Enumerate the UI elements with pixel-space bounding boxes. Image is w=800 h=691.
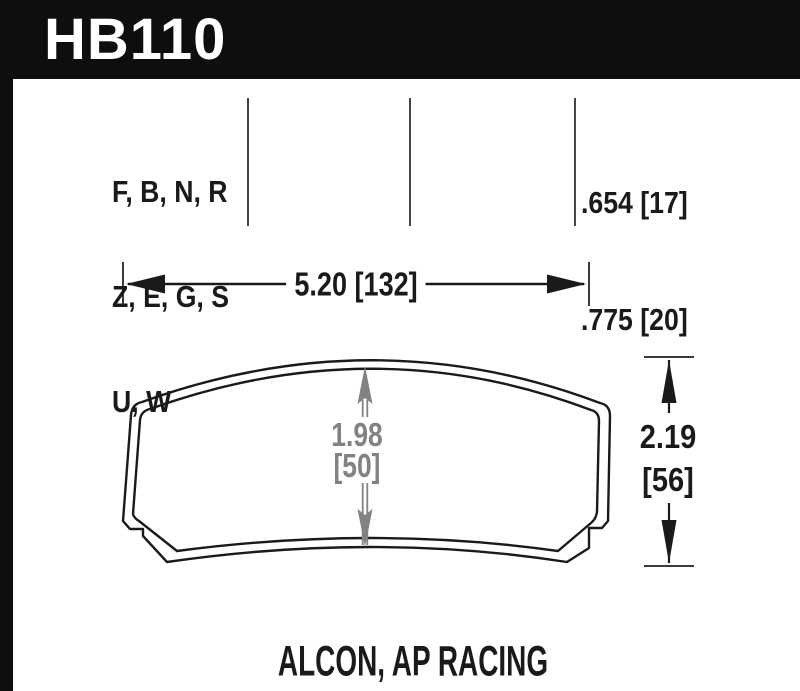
left-edge-strip	[0, 0, 13, 691]
pad-thickness-values	[581, 105, 688, 378]
part-number: HB110	[44, 6, 227, 72]
down-arrowhead-icon	[662, 520, 677, 563]
header-bar	[0, 0, 800, 79]
thickness-line: .654 [17]	[581, 185, 688, 220]
spec-table-dividers	[248, 98, 575, 226]
thickness-line: .775 [20]	[581, 302, 688, 337]
overall-height-mm: [56]	[642, 461, 694, 498]
compound-line: U, W	[112, 384, 172, 419]
compound-line: Z, E, G, S	[112, 279, 230, 314]
width-dimension-label: 5.20 [132]	[286, 266, 426, 303]
center-height-inches: 1.98	[331, 416, 383, 453]
up-arrowhead-icon	[358, 366, 373, 404]
overall-height-label	[634, 413, 701, 503]
down-arrowhead-icon	[358, 509, 373, 547]
overall-height-inches: 2.19	[639, 418, 697, 455]
compound-codes	[112, 104, 229, 454]
center-height-mm: [50]	[333, 447, 381, 484]
footer-applications: ALCON, AP RACING	[277, 637, 549, 686]
compound-line: F, B, N, R	[112, 174, 228, 209]
center-height-label	[325, 417, 389, 483]
